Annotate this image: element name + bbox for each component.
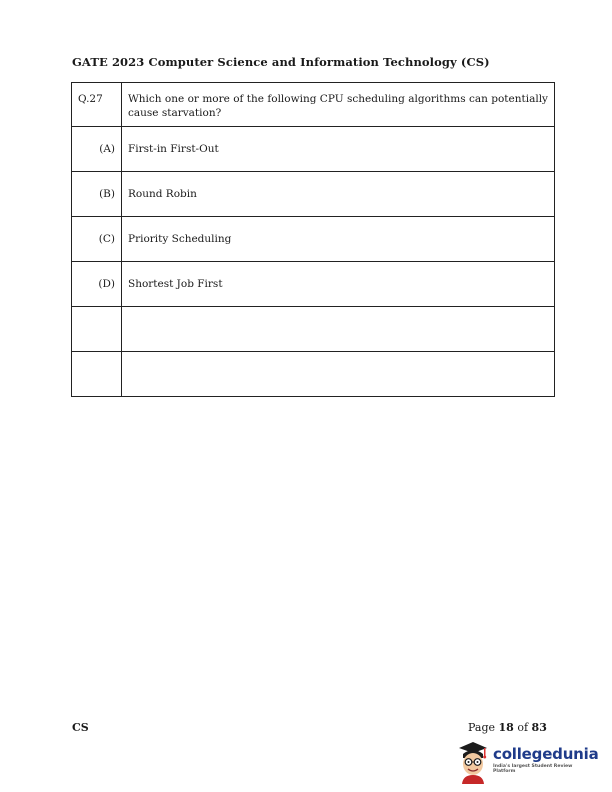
page-prefix: Page — [468, 721, 496, 734]
logo-tagline: India's largest Student Review Platform — [493, 764, 573, 774]
question-row — [72, 83, 555, 127]
option-row-d — [72, 262, 555, 307]
option-row-a — [72, 127, 555, 172]
option-row-c — [72, 217, 555, 262]
page-header-title: GATE 2023 Computer Science and Information Technology (CS) — [72, 55, 490, 69]
page-of: of — [517, 721, 529, 734]
empty-cell — [72, 307, 122, 352]
empty-cell — [72, 352, 122, 397]
empty-row — [72, 307, 555, 352]
option-text: First-in First-Out — [122, 127, 555, 172]
option-text: Priority Scheduling — [122, 217, 555, 262]
option-label: (C) — [72, 217, 122, 262]
question-text: Which one or more of the following CPU scheduling algorithms can potentially cause starvation? — [122, 83, 555, 127]
footer-paper-code: CS — [72, 721, 89, 734]
option-text: Round Robin — [122, 172, 555, 217]
page-current: 18 — [498, 721, 514, 734]
empty-cell — [122, 352, 555, 397]
collegedunia-logo — [455, 740, 599, 785]
student-mascot-icon — [455, 740, 491, 784]
option-text: Shortest Job First — [122, 262, 555, 307]
footer-page-number — [468, 721, 547, 734]
empty-row — [72, 352, 555, 397]
option-label: (A) — [72, 127, 122, 172]
logo-brand-text: collegedunia — [493, 745, 599, 763]
option-row-b — [72, 172, 555, 217]
option-label: (B) — [72, 172, 122, 217]
question-table — [71, 82, 555, 397]
empty-cell — [122, 307, 555, 352]
page-total: 83 — [531, 721, 547, 734]
option-label: (D) — [72, 262, 122, 307]
question-number: Q.27 — [72, 83, 122, 127]
